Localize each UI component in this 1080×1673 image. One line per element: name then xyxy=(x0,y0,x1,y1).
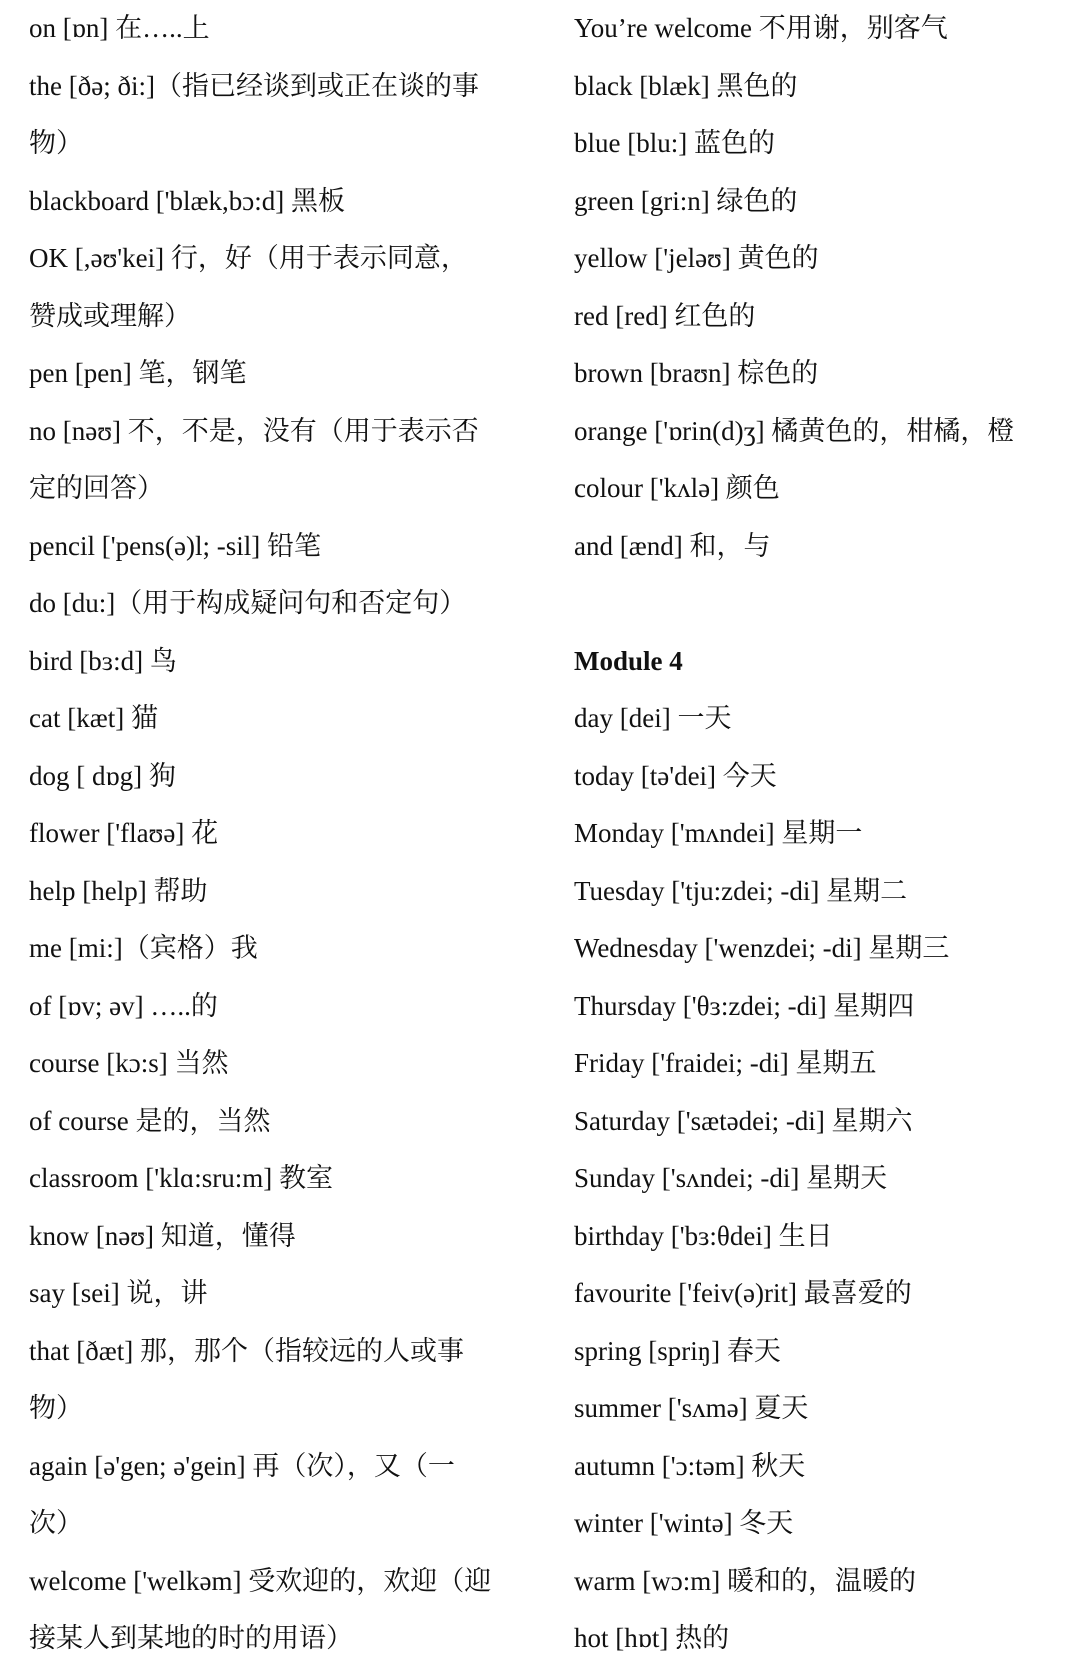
vocab-line: pen [pen] 笔，钢笔 xyxy=(29,358,247,388)
vocab-line: me [mi:]（宾格）我 xyxy=(29,933,258,963)
vocab-line: Tuesday ['tju:zdei; -di] 星期二 xyxy=(574,875,908,906)
vocab-line: today [tə'dei] 今天 xyxy=(574,760,777,791)
vocab-line: and [ænd] 和，与 xyxy=(574,530,771,561)
vocab-line: no [nəʊ] 不，不是，没有（用于表示否 xyxy=(29,415,479,446)
vocab-line: spring [spriŋ] 春天 xyxy=(574,1335,781,1366)
vocab-line: blackboard ['blæk,bɔ:d] 黑板 xyxy=(29,185,346,216)
vocab-line: orange ['ɒrin(d)ʒ] 橘黄色的，柑橘，橙 xyxy=(574,415,1015,446)
vocab-line: pencil ['pens(ə)l; -sil] 铅笔 xyxy=(29,530,322,561)
module-heading: Module 4 xyxy=(574,645,683,676)
vocab-line: do [du:]（用于构成疑问句和否定句） xyxy=(29,588,467,618)
left-column xyxy=(29,0,549,1668)
vocab-line: blue [blu:] 蓝色的 xyxy=(574,128,775,158)
vocab-line: black [blæk] 黑色的 xyxy=(574,70,798,101)
vocab-line: 物） xyxy=(29,128,83,158)
vocab-line: that [ðæt] 那，那个（指较远的人或事 xyxy=(29,1335,464,1366)
vocab-line: cat [kæt] 猫 xyxy=(29,703,158,733)
vocab-line: again [ə'gen; ə'gein] 再（次），又（一 xyxy=(29,1450,455,1481)
vocab-line: welcome ['welkəm] 受欢迎的，欢迎（迎 xyxy=(29,1565,492,1596)
vocab-line: yellow ['jeləʊ] 黄色的 xyxy=(574,243,819,273)
vocab-line: Wednesday ['wenzdei; -di] 星期三 xyxy=(574,933,950,963)
vocab-line: Monday ['mʌndei] 星期一 xyxy=(574,818,863,848)
vocab-line: 接某人到某地的时的用语） xyxy=(29,1623,353,1653)
vocab-line: Friday ['fraidei; -di] 星期五 xyxy=(574,1048,877,1078)
vocab-line: flower ['flaʊə] 花 xyxy=(29,818,219,848)
vocab-line: colour ['kʌlə] 颜色 xyxy=(574,473,780,503)
vocab-line: warm [wɔ:m] 暖和的，温暖的 xyxy=(574,1565,916,1596)
vocab-line: course [kɔ:s] 当然 xyxy=(29,1048,229,1078)
blank-line xyxy=(574,575,1074,633)
vocab-line: on [ɒn] 在…..上 xyxy=(29,13,210,43)
vocab-line: 次） xyxy=(29,1508,83,1538)
vocab-line: winter ['wintə] 冬天 xyxy=(574,1508,794,1538)
vocab-line: 物） xyxy=(29,1393,83,1423)
vocab-line: green [gri:n] 绿色的 xyxy=(574,185,798,216)
vocab-line: birthday ['bɜ:θdei] 生日 xyxy=(574,1220,833,1251)
vocab-line: Thursday ['θɜ:zdei; -di] 星期四 xyxy=(574,990,915,1021)
vocab-line: dog [ dɒg] 狗 xyxy=(29,760,176,791)
vocab-line: OK [,əʊ'kei] 行，好（用于表示同意， xyxy=(29,243,468,273)
vocab-line: help [help] 帮助 xyxy=(29,875,208,906)
vocab-line: brown [braʊn] 棕色的 xyxy=(574,358,819,388)
vocab-line: bird [bɜ:d] 鸟 xyxy=(29,645,177,676)
vocab-line: of [ɒv; əv] …..的 xyxy=(29,990,218,1021)
vocab-line: You’re welcome 不用谢，别客气 xyxy=(574,13,948,43)
vocab-line: Saturday ['sætədei; -di] 星期六 xyxy=(574,1105,913,1136)
vocab-line: of course 是的，当然 xyxy=(29,1105,271,1136)
vocab-line: 赞成或理解） xyxy=(29,300,191,331)
vocab-line: the [ðə; ði:]（指已经谈到或正在谈的事 xyxy=(29,70,479,101)
vocab-line: day [dei] 一天 xyxy=(574,703,732,733)
vocab-line: summer ['sʌmə] 夏天 xyxy=(574,1393,809,1423)
vocab-line: Sunday ['sʌndei; -di] 星期天 xyxy=(574,1163,888,1193)
vocab-line: favourite ['feiv(ə)rit] 最喜爱的 xyxy=(574,1278,912,1308)
vocab-line: know [nəʊ] 知道，懂得 xyxy=(29,1220,296,1251)
vocab-line: classroom ['klɑ:sru:m] 教室 xyxy=(29,1163,333,1193)
vocab-line: autumn ['ɔ:təm] 秋天 xyxy=(574,1450,806,1481)
vocab-line: say [sei] 说，讲 xyxy=(29,1278,208,1308)
vocab-line: hot [hɒt] 热的 xyxy=(574,1623,730,1653)
right-column xyxy=(574,0,1074,1668)
vocab-line: red [red] 红色的 xyxy=(574,300,756,331)
vocab-line: 定的回答） xyxy=(29,473,164,503)
